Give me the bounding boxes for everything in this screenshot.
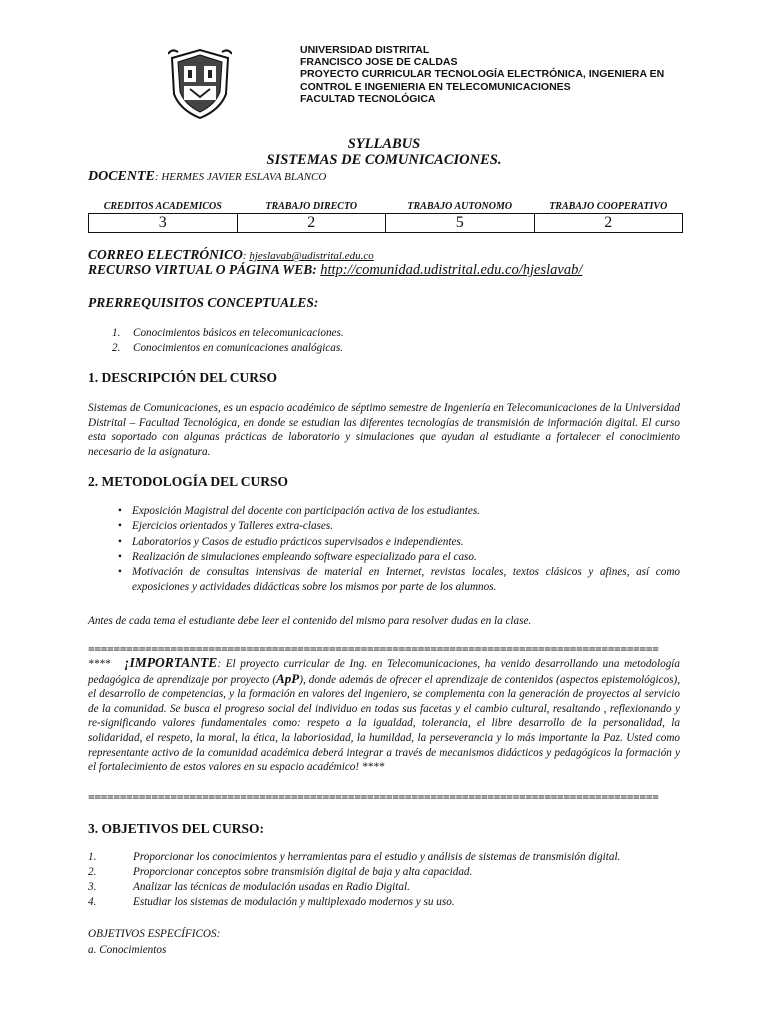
specific-objectives-heading: OBJETIVOS ESPECÍFICOS: <box>88 928 221 940</box>
list-text: Ejercicios orientados y Talleres extra-clases. <box>132 520 334 533</box>
list-item <box>118 535 680 550</box>
course-title: SISTEMAS DE COMUNICACIONES. <box>266 152 502 168</box>
bullet-icon: • <box>118 566 122 579</box>
list-text: Exposición Magistral del docente con participación activa de los estudiantes. <box>132 505 480 517</box>
header-line: PROYECTO CURRICULAR TECNOLOGÍA ELECTRÓNICA, INGENIERA EN <box>300 68 665 81</box>
credits-value-cell: 2 <box>237 214 386 233</box>
prereq-list <box>112 327 612 357</box>
specific-objective-item: a. Conocimientos <box>88 944 167 956</box>
bullet-icon: • <box>118 505 122 517</box>
document-title: SYLLABUS <box>347 136 421 152</box>
important-text-a: : El proyecto curricular de Ing. en Telecomunicaciones, ha venido desarrollando una metodología pedagógica de aprendizaje por proyecto ( <box>88 658 680 686</box>
list-item <box>112 327 612 342</box>
teacher-line <box>88 169 326 185</box>
methodology-note: Antes de cada tema el estudiante debe leer el contenido del mismo para resolver dudas en la clase. <box>88 615 532 627</box>
list-text: Laboratorios y Casos de estudio prácticos supervisados e independientes. <box>132 535 464 548</box>
header-line: FRANCISCO JOSE DE CALDAS <box>300 56 458 69</box>
important-text-b: ), donde además de ofrecer el aprendizaje de contenidos (aspectos epistemológicos), el desarrollo de competencias, y la formación en valores del ingeniero, se complementa con la generación de proyectos al servicio de la comunidad. Se busca el progreso social del individuo en todas sus facetas y el cambio cultural, resaltando , reflexionando y re-significando valores fundamentales como: respeto a la igualdad, tolerancia, el libre desarrollo de la personalidad, la solidaridad, el respeto, la moral, la ética, la laboriosidad, la humildad, la perseverancia y lo más importante la Paz. Usted como representante activo de la comunidad académica deberá integrar a través de mecanismos didácticos y pedagógicos la formación y el fortalecimiento de estos valores en su espacio académico! **** <box>88 673 680 774</box>
list-item <box>88 866 683 881</box>
email-line <box>88 247 374 263</box>
credits-header-cell: CREDITOS ACADEMICOS <box>89 200 238 214</box>
web-link[interactable]: http://comunidad.udistrital.edu.co/hjeslavab/ <box>320 262 583 278</box>
list-text: Estudiar los sistemas de modulación y multiplexado modernos y su uso. <box>133 896 455 908</box>
list-item <box>118 550 680 565</box>
web-label: RECURSO VIRTUAL O PÁGINA WEB: <box>88 262 317 277</box>
list-item <box>88 851 683 866</box>
list-text: Proporcionar conceptos sobre transmisión digital de baja y alta capacidad. <box>133 866 473 878</box>
credits-value-cell: 5 <box>386 214 535 233</box>
institution-header <box>300 44 664 105</box>
objectives-list <box>88 851 683 911</box>
teacher-name: : HERMES JAVIER ESLAVA BLANCO <box>154 171 327 183</box>
separator-line: ========================================================================================== <box>88 642 659 656</box>
list-number: 1. <box>88 851 97 863</box>
list-text: Realización de simulaciones empleando software especializado para el caso. <box>132 550 477 563</box>
credits-table <box>88 200 683 233</box>
bullet-icon: • <box>118 550 122 563</box>
bullet-icon: • <box>118 520 122 533</box>
list-item <box>118 504 680 519</box>
email-label: CORREO ELECTRÓNICO <box>88 247 243 262</box>
section-heading: 3. OBJETIVOS DEL CURSO: <box>88 821 265 836</box>
prereq-heading: PRERREQUISITOS CONCEPTUALES: <box>88 295 319 310</box>
email-separator: : <box>242 250 250 262</box>
important-label: ¡IMPORTANTE <box>124 655 218 670</box>
description-paragraph: Sistemas de Comunicaciones, es un espacio académico de séptimo semestre de Ingeniería en Telecomunicaciones de la Universidad Distrital – Facultad Tecnológica, en donde se estudian las diferentes tecnologías de transmisión de información digital. El curso esta soportado con algunas prácticas de laboratorio y simulaciones que ayudan al estudiante a fortalecer el conocimiento necesario de la asignatura. <box>88 402 680 458</box>
list-item <box>112 342 612 357</box>
credits-value-row <box>89 214 683 233</box>
list-item <box>88 881 683 896</box>
list-text: Analizar las técnicas de modulación usadas en Radio Digital. <box>133 881 410 893</box>
stars-marker: **** <box>88 658 111 670</box>
methodology-list <box>118 504 680 596</box>
bullet-icon: • <box>118 535 122 548</box>
credits-header-cell: TRABAJO DIRECTO <box>237 200 386 214</box>
important-paragraph <box>88 656 680 775</box>
list-text: Conocimientos básicos en telecomunicaciones. <box>133 327 344 339</box>
section-heading: 1. DESCRIPCIÓN DEL CURSO <box>88 370 278 385</box>
list-text: Conocimientos en comunicaciones analógicas. <box>133 342 344 354</box>
list-item <box>118 519 680 534</box>
app-acronym: ApP <box>276 670 300 686</box>
list-number: 2. <box>88 866 97 878</box>
list-item <box>118 565 680 596</box>
university-crest-logo <box>168 48 232 120</box>
credits-value-cell: 2 <box>534 214 683 233</box>
list-number: 1. <box>112 327 121 339</box>
list-text: Motivación de consultas intensivas de material en Internet, revistas locales, textos clásicos y afines, así como exposiciones y actividades didácticas sobre los mismos por parte de los alumnos. <box>132 566 680 594</box>
list-item <box>88 896 683 911</box>
separator-line: ========================================================================================== <box>88 790 659 804</box>
credits-header-row <box>89 200 683 214</box>
list-number: 2. <box>112 342 121 354</box>
list-number: 4. <box>88 896 97 908</box>
web-line <box>88 262 582 279</box>
header-line: UNIVERSIDAD DISTRITAL <box>300 44 430 56</box>
credits-header-cell: TRABAJO COOPERATIVO <box>534 200 683 214</box>
section-heading: 2. METODOLOGÍA DEL CURSO <box>88 474 289 489</box>
list-number: 3. <box>88 881 97 893</box>
header-line: FACULTAD TECNOLÓGICA <box>300 92 436 105</box>
header-line: CONTROL E INGENIERIA EN TELECOMUNICACIONES <box>300 80 571 93</box>
teacher-label: DOCENTE <box>88 169 155 184</box>
credits-header-cell: TRABAJO AUTONOMO <box>386 200 535 214</box>
credits-value-cell: 3 <box>89 214 238 233</box>
email-link[interactable]: hjeslavab@udistrital.edu.co <box>249 250 374 262</box>
list-text: Proporcionar los conocimientos y herramientas para el estudio y análisis de sistemas de transmisión digital. <box>133 851 621 863</box>
